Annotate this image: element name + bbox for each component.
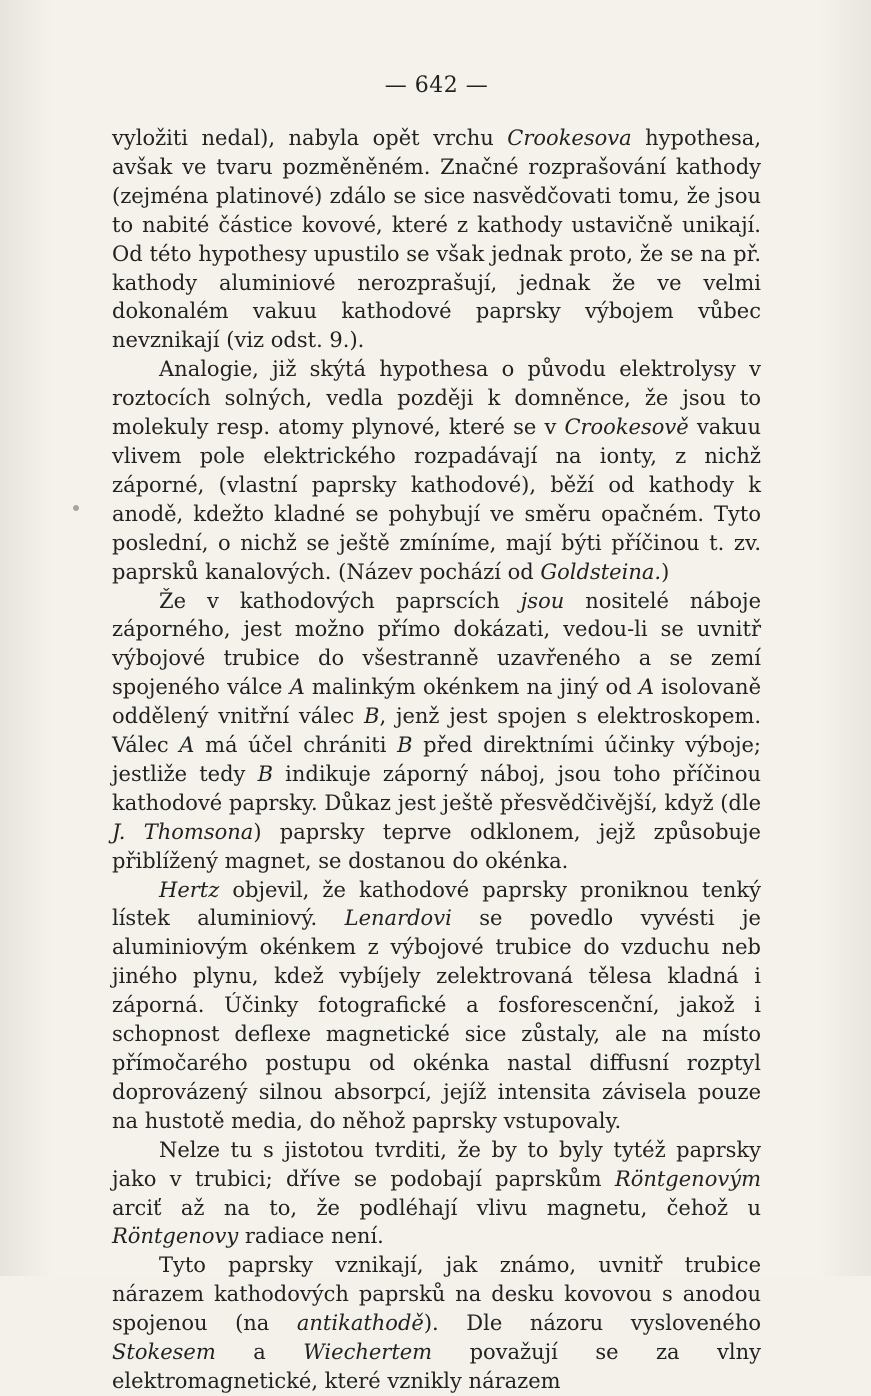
paragraph bbox=[112, 1251, 761, 1396]
text-segment: arciť až na to, že podléhají vlivu magnetu, čehož u bbox=[112, 1195, 761, 1220]
italic-text: Crookesova bbox=[507, 126, 632, 150]
italic-text: Crookesově bbox=[564, 415, 689, 440]
text-segment: má účel chrániti bbox=[194, 733, 398, 758]
italic-text: Lenardovi bbox=[344, 906, 452, 931]
italic-text: Wiechertem bbox=[303, 1340, 433, 1365]
italic-text: A bbox=[179, 733, 195, 758]
text-segment: a bbox=[215, 1340, 304, 1365]
italic-text: J. Thomsona bbox=[112, 819, 254, 844]
italic-text: jsou bbox=[520, 588, 565, 613]
italic-text: Röntgenovy bbox=[112, 1224, 239, 1249]
text-segment: Analogie, již skýtá hypothesa o původu elektrolysy v roztocích solných, vedla později k domněnce, že jsou to molekuly resp. atomy plynové, které se v bbox=[112, 357, 761, 440]
text-segment: isolovaně oddělený vnitřní válec bbox=[112, 675, 761, 729]
text-segment: indikuje záporný náboj, jsou toho příčinou kathodové paprsky. Důkaz jest ještě přesvědčivější, když (dle bbox=[112, 761, 761, 815]
text-segment: , jenž jest spojen s elektroskopem. Válec bbox=[112, 704, 761, 758]
italic-text: antikathodě bbox=[296, 1311, 424, 1336]
page-number: — 642 — bbox=[384, 73, 489, 98]
text-segment: hypothesa, avšak ve tvaru pozměněném. Značné rozprašování kathody (zejména platinové) zdálo se sice nasvědčovati tomu, že jsou to nabité částice kovové, které z kathody ustavičně unikají. Od této hypothesy upustilo se však jednak proto, že se na př. kathody aluminiové nerozprašují, jednak že ve velmi dokonalém vakuu kathodové paprsky výbojem vůbec nevznikají (viz odst. 9.). bbox=[112, 126, 761, 353]
paragraph bbox=[112, 876, 761, 1136]
text-segment: ). Dle názoru vysloveného bbox=[423, 1311, 761, 1336]
scan-mark bbox=[73, 505, 79, 511]
text-segment: se povedlo vyvésti je aluminiovým okénkem z výbojové trubice do vzduchu neb jiného plynu, kdež vybíjely zelektrovaná tělesa kladná i záporná. Účinky fotografické a fosforescenční, jakož i schopnost deflexe magnetické sice zůstaly, ale na místo přímočarého postupu od okénka nastal diffusní rozptyl doprovázený silnou absorpcí, jejíž intensita závisela pouze na hustotě media, do něhož paprsky vstupovaly. bbox=[112, 906, 761, 1133]
paragraph bbox=[112, 587, 761, 876]
text-segment: před direktními účinky výboje; jestliže tedy bbox=[112, 733, 761, 786]
text-segment: nositelé náboje záporného, jest možno přímo dokázati, vedou-li se uvnitř výbojové trubice do všestranně uzavřeného a se zemí spojeného válce bbox=[112, 588, 761, 700]
italic-text: Stokesem bbox=[112, 1340, 216, 1365]
italic-text: B bbox=[397, 733, 413, 758]
text-segment: objevil, že kathodové paprsky proniknou tenký lístek aluminiový. bbox=[112, 877, 761, 931]
text-segment: malinkým okénkem na jiný od bbox=[304, 675, 639, 700]
text-segment: ) paprsky teprve odklonem, jejž způsobuje přiblížený magnet, se dostanou do okénka. bbox=[112, 819, 761, 873]
paragraph bbox=[112, 1136, 761, 1252]
text-segment: považují se za vlny elektromagnetické, které vznikly nárazem bbox=[112, 1340, 761, 1393]
text-segment: Nelze tu s jistotou tvrditi, že by to byly tytéž paprsky jako v trubici; dříve se podobají paprskům bbox=[112, 1137, 761, 1191]
italic-text: A bbox=[638, 675, 654, 700]
italic-text: Goldsteina. bbox=[540, 559, 662, 584]
paragraph bbox=[112, 124, 761, 355]
text-segment: Že v kathodových paprscích bbox=[159, 588, 521, 613]
text-segment: vakuu vlivem pole elektrického rozpadávají na ionty, z nichž záporné, (vlastní paprsky kathodové), běží od kathody k anodě, kdežto kladné se pohybují ve směru opačném. Tyto poslední, o nichž se ještě zmíníme, mají býti příčinou t. zv. paprsků kanalových. (Název pochází od bbox=[112, 415, 761, 584]
italic-text: Hertz bbox=[159, 877, 220, 902]
italic-text: B bbox=[257, 761, 273, 786]
text-segment: vyložiti nedal), nabyla opět vrchu bbox=[112, 126, 508, 150]
text-body bbox=[112, 124, 761, 1396]
italic-text: Röntgenovým bbox=[614, 1166, 761, 1191]
paragraph bbox=[112, 355, 761, 586]
text-segment: Tyto paprsky vznikají, jak známo, uvnitř trubice nárazem kathodových paprsků na desku kovovou s anodou spojenou (na bbox=[112, 1253, 761, 1336]
text-segment: radiace není. bbox=[238, 1224, 384, 1249]
text-segment: ) bbox=[661, 559, 670, 584]
italic-text: B bbox=[364, 704, 380, 729]
italic-text: A bbox=[289, 675, 305, 700]
